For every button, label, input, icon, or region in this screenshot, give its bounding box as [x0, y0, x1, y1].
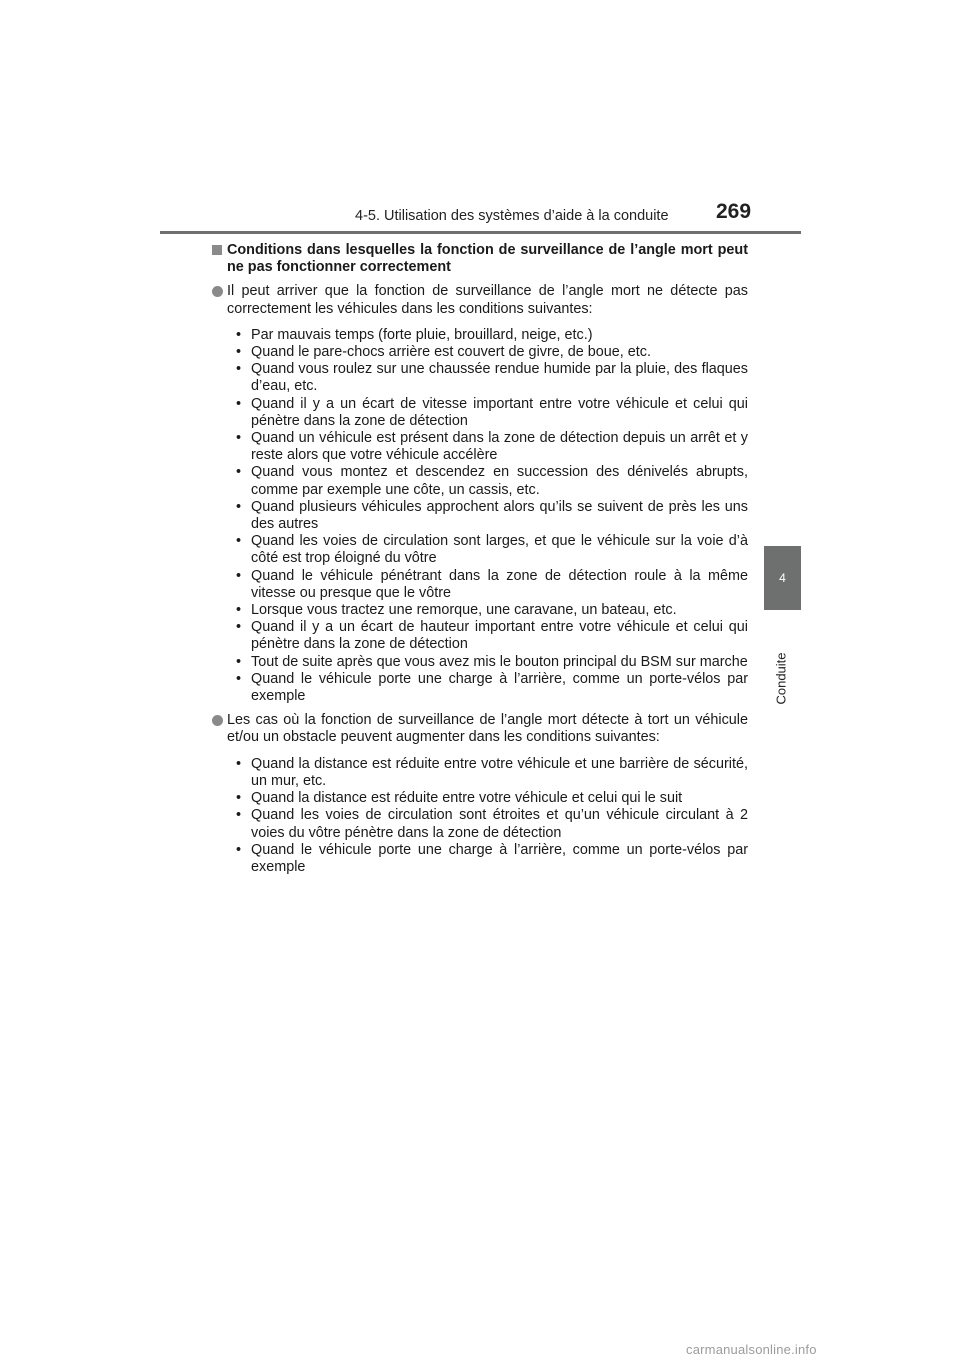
list-item — [212, 533, 748, 567]
circle-bullet-icon — [212, 286, 223, 297]
condition-list-1 — [212, 327, 748, 705]
bullet-icon: • — [236, 533, 242, 550]
list-item — [212, 671, 748, 705]
list-item-text: Quand vous roulez sur une chaussée rendue humide par la pluie, des flaques d’eau, etc. — [251, 361, 748, 395]
list-item-text: Quand les voies de circulation sont étroites et qu’un véhicule circulant à 2 voies du vôtre pénètre dans la zone de détection — [251, 807, 748, 841]
list-item — [212, 499, 748, 533]
list-item — [212, 619, 748, 653]
list-item-text: Quand le véhicule pénétrant dans la zone de détection roule à la même vitesse ou presque que le vôtre — [251, 567, 748, 601]
bullet-icon: • — [236, 361, 242, 378]
page-number: 269 — [716, 200, 752, 223]
chapter-number: 4 — [779, 571, 786, 585]
paragraph-2-text: Les cas où la fonction de surveillance de l’angle mort détecte à tort un véhicule et/ou un obstacle peuvent augmenter dans les conditions suivantes: — [227, 712, 748, 746]
list-item-text: Quand la distance est réduite entre votre véhicule et celui qui le suit — [251, 790, 683, 807]
page-content — [212, 242, 748, 876]
square-bullet-icon — [212, 245, 222, 255]
bullet-icon: • — [236, 326, 242, 343]
paragraph-1 — [212, 283, 748, 317]
bullet-icon: • — [236, 653, 242, 670]
list-item-text: Quand le véhicule porte une charge à l’arrière, comme un porte-vélos par exemple — [251, 841, 748, 875]
list-item — [212, 396, 748, 430]
list-item — [212, 756, 748, 790]
list-item-text: Quand plusieurs véhicules approchent alors qu’ils se suivent de près les uns des autres — [251, 498, 748, 533]
list-item — [212, 568, 748, 602]
running-header-section: 4-5. Utilisation des systèmes d’aide à la conduite — [355, 208, 669, 224]
bullet-icon: • — [236, 619, 242, 636]
bullet-icon: • — [236, 807, 242, 824]
list-item — [212, 790, 748, 807]
list-item-text: Quand il y a un écart de vitesse important entre votre véhicule et celui qui pénètre dans la zone de détection — [251, 395, 748, 429]
list-item — [212, 361, 748, 395]
bullet-icon: • — [236, 567, 242, 584]
bullet-icon: • — [236, 755, 242, 772]
list-item — [212, 327, 748, 344]
section-heading — [212, 242, 748, 276]
bullet-icon: • — [236, 498, 242, 515]
section-heading-text: Conditions dans lesquelles la fonction de surveillance de l’angle mort peut ne pas fonctionner correctement — [227, 242, 748, 276]
bullet-icon: • — [236, 841, 242, 858]
chapter-label-text: Conduite — [773, 651, 789, 705]
condition-list-2 — [212, 756, 748, 876]
bullet-icon: • — [236, 430, 242, 447]
list-item-text: Tout de suite après que vous avez mis le bouton principal du BSM sur marche — [251, 653, 748, 670]
list-item-text: Quand un véhicule est présent dans la zone de détection depuis un arrêt et y reste alors que votre véhicule accélère — [251, 430, 748, 464]
list-item — [212, 807, 748, 841]
bullet-icon: • — [236, 790, 242, 807]
list-item-text: Quand les voies de circulation sont larges, et que le véhicule sur la voie d’à côté est trop éloigné du vôtre — [251, 533, 748, 567]
list-item-text: Quand vous montez et descendez en succession des dénivelés abrupts, comme par exemple une côte, un cassis, etc. — [251, 464, 748, 498]
chapter-tab — [764, 546, 801, 610]
paragraph-1-text: Il peut arriver que la fonction de surveillance de l’angle mort ne détecte pas correctement les véhicules dans les conditions suivantes: — [227, 283, 748, 317]
list-item-text: Quand il y a un écart de hauteur important entre votre véhicule et celui qui pénètre dans la zone de détection — [251, 619, 748, 653]
bullet-icon: • — [236, 344, 242, 361]
list-item-text: Par mauvais temps (forte pluie, brouillard, neige, etc.) — [251, 326, 593, 343]
list-item — [212, 430, 748, 464]
list-item-text: Quand la distance est réduite entre votre véhicule et une barrière de sécurité, un mur, etc. — [251, 755, 748, 789]
list-item — [212, 654, 748, 671]
bullet-icon: • — [236, 602, 242, 619]
list-item-text: Lorsque vous tractez une remorque, une caravane, un bateau, etc. — [251, 602, 677, 619]
bullet-icon: • — [236, 395, 242, 412]
header-divider — [160, 231, 801, 234]
list-item — [212, 464, 748, 498]
chapter-label — [766, 648, 796, 708]
watermark: carmanualsonline.info — [686, 1342, 817, 1357]
list-item-text: Quand le véhicule porte une charge à l’arrière, comme un porte-vélos par exemple — [251, 670, 748, 705]
list-item — [212, 842, 748, 876]
bullet-icon: • — [236, 464, 242, 481]
list-item — [212, 602, 748, 619]
list-item — [212, 344, 748, 361]
paragraph-2 — [212, 712, 748, 746]
bullet-icon: • — [236, 670, 242, 687]
circle-bullet-icon — [212, 715, 223, 726]
list-item-text: Quand le pare-chocs arrière est couvert de givre, de boue, etc. — [251, 344, 651, 361]
